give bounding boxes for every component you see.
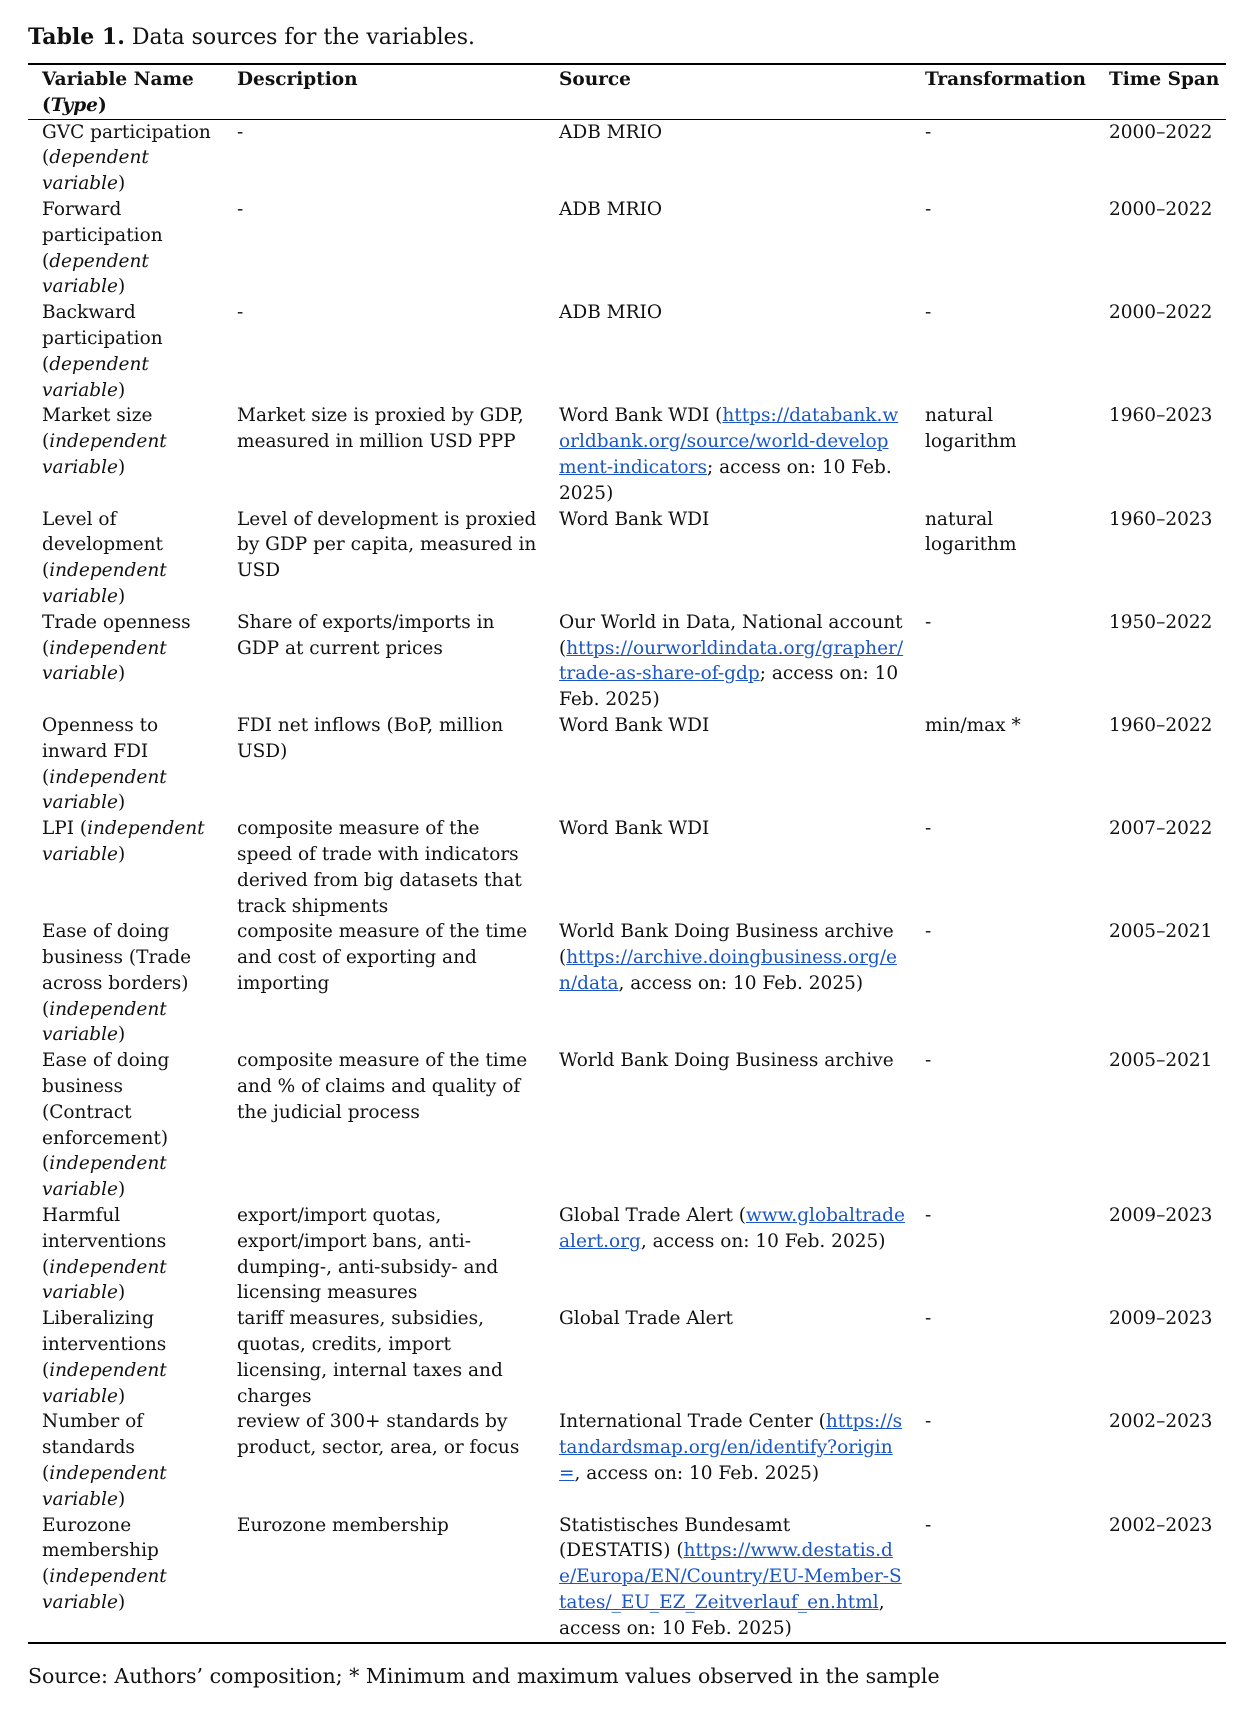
caption-label: Table 1.	[28, 24, 125, 50]
cell-transformation: -	[925, 1514, 932, 1536]
cell-time-span: 1960–2023	[1109, 508, 1213, 530]
header-source: Source	[559, 69, 631, 90]
cell-time-span: 2002–2023	[1109, 1514, 1213, 1536]
table-body	[28, 119, 1226, 1643]
source-text: ADB MRIO	[559, 302, 663, 324]
source-text: World Bank Doing Business archive	[559, 1050, 894, 1072]
variable-name: Number of standards (	[42, 1411, 144, 1485]
variable-name: Eurozone membership (	[42, 1514, 159, 1588]
header-time-span: Time Span	[1109, 69, 1220, 90]
table-row	[28, 610, 1226, 713]
source-text: ADB MRIO	[559, 198, 663, 220]
variable-type-close: )	[117, 1385, 126, 1407]
cell-description: -	[237, 121, 244, 143]
cell-time-span: 2007–2022	[1109, 818, 1213, 840]
caption-text: Data sources for the variables.	[124, 25, 475, 50]
cell-source	[545, 816, 911, 919]
variable-type-close: )	[117, 1592, 126, 1614]
source-access-note: , access on: 10 Feb. 2025)	[559, 1592, 885, 1639]
cell-time-span: 2009–2023	[1109, 1205, 1213, 1227]
source-link[interactable]: https://www.destatis.de/Europa/EN/Country/EU-Member-States/_EU_EZ_Zeitverlauf_en.html	[559, 1540, 902, 1614]
table-row	[28, 507, 1226, 610]
source-access-note: , access on: 10 Feb. 2025)	[574, 1463, 820, 1485]
source-text: Statistisches Bundesamt (DESTATIS) (	[559, 1514, 791, 1562]
variable-type: dependent variable	[42, 147, 149, 195]
cell-time-span: 2000–2022	[1109, 302, 1213, 324]
cell-transformation: -	[925, 1411, 932, 1433]
cell-description: -	[237, 198, 244, 220]
variable-type: independent variable	[42, 431, 167, 478]
cell-source	[545, 300, 911, 403]
variable-name: Liberalizing interventions (	[42, 1308, 167, 1381]
header-description: Description	[237, 69, 358, 90]
variable-type: independent variable	[42, 1256, 167, 1304]
cell-transformation: -	[925, 198, 932, 220]
cell-transformation: natural logarithm	[925, 405, 1017, 453]
source-link[interactable]: https://standardsmap.org/en/identify?origin=	[559, 1411, 903, 1485]
cell-source	[545, 1306, 911, 1409]
cell-transformation: -	[925, 611, 932, 633]
source-text: Our World in Data, National account (	[559, 611, 903, 659]
source-access-note: , access on: 10 Feb. 2025)	[640, 1230, 886, 1252]
cell-transformation: -	[925, 818, 932, 840]
cell-transformation: -	[925, 1050, 932, 1072]
cell-variable-name	[28, 507, 223, 610]
cell-variable-name	[28, 713, 223, 816]
variable-name: Openness to inward FDI (	[42, 714, 159, 788]
cell-variable-name	[28, 1048, 223, 1203]
variable-type-close: )	[117, 1282, 126, 1304]
header-variable-name	[28, 64, 223, 119]
data-sources-table	[28, 63, 1226, 1644]
table-row	[28, 713, 1226, 816]
cell-source	[545, 919, 911, 1048]
cell-variable-name	[28, 919, 223, 1048]
cell-time-span: 1950–2022	[1109, 611, 1213, 633]
variable-name: Ease of doing business (Contract enforcement) (	[42, 1050, 170, 1175]
cell-variable-name	[28, 1513, 223, 1643]
cell-source	[545, 1513, 911, 1643]
variable-name: Trade openness (	[42, 611, 191, 659]
cell-description: FDI net inflows (BoP, million USD)	[237, 714, 504, 762]
table-row	[28, 1409, 1226, 1512]
source-access-note: , access on: 10 Feb. 2025)	[618, 972, 864, 994]
cell-time-span: 2005–2021	[1109, 921, 1213, 943]
cell-time-span: 1960–2022	[1109, 714, 1213, 736]
cell-source	[545, 713, 911, 816]
table-row	[28, 1203, 1226, 1306]
variable-type: independent variable	[42, 560, 167, 607]
cell-description: composite measure of the time and cost of exporting and importing	[237, 921, 528, 994]
variable-type-close: )	[117, 585, 126, 607]
table-row	[28, 1048, 1226, 1203]
variable-name: Backward participation (	[42, 302, 163, 375]
cell-time-span: 2000–2022	[1109, 121, 1213, 143]
cell-source	[545, 197, 911, 300]
table-footnote: Source: Authors’ composition; * Minimum and maximum values observed in the sample	[28, 1663, 940, 1688]
source-access-note: ; access on: 10 Feb. 2025)	[559, 456, 892, 504]
cell-description: Market size is proxied by GDP, measured in million USD PPP	[237, 405, 524, 453]
cell-source	[545, 1048, 911, 1203]
cell-source	[545, 610, 911, 713]
cell-source	[545, 507, 911, 610]
cell-source	[545, 119, 911, 197]
cell-time-span: 2005–2021	[1109, 1050, 1213, 1072]
header-variable-label: Variable Name	[42, 69, 194, 90]
header-type-open: (	[42, 94, 51, 116]
cell-transformation: -	[925, 121, 932, 143]
cell-description: Share of exports/imports in GDP at current prices	[237, 611, 495, 659]
variable-type: independent variable	[42, 766, 167, 814]
variable-type-close: )	[117, 379, 126, 401]
cell-description: export/import quotas, export/import bans, anti-dumping-, anti-subsidy- and licensing measures	[237, 1205, 499, 1304]
cell-time-span: 2002–2023	[1109, 1411, 1213, 1433]
cell-description: composite measure of the speed of trade with indicators derived from big datasets that track shipments	[237, 818, 522, 917]
source-text: Word Bank WDI	[559, 818, 710, 840]
source-text: International Trade Center (	[559, 1411, 826, 1433]
source-access-note: ; access on: 10 Feb. 2025)	[559, 663, 899, 711]
variable-type: independent variable	[42, 818, 205, 865]
table-row	[28, 197, 1226, 300]
table-row	[28, 1306, 1226, 1409]
cell-transformation: -	[925, 1205, 932, 1227]
source-text: Word Bank WDI (	[559, 405, 723, 427]
cell-variable-name	[28, 119, 223, 197]
variable-type: independent variable	[42, 1153, 167, 1201]
source-text: World Bank Doing Business archive (	[559, 921, 894, 969]
table-row	[28, 403, 1226, 506]
source-link[interactable]: https://databank.worldbank.org/source/world-development-indicators	[559, 405, 899, 478]
variable-type-close: )	[117, 276, 126, 298]
variable-type: dependent variable	[42, 353, 149, 401]
variable-name: LPI (	[42, 818, 88, 840]
source-text: Word Bank WDI	[559, 714, 710, 736]
variable-type-close: )	[117, 173, 126, 195]
cell-variable-name	[28, 610, 223, 713]
variable-type: independent variable	[42, 1359, 167, 1407]
variable-type-close: )	[117, 843, 126, 865]
header-row	[28, 64, 1226, 119]
variable-name: Market size (	[42, 405, 153, 453]
variable-type: independent variable	[42, 998, 167, 1046]
variable-type: independent variable	[42, 637, 167, 685]
variable-type-close: )	[117, 1488, 126, 1510]
header-transformation: Transformation	[925, 69, 1086, 90]
table-row	[28, 300, 1226, 403]
variable-name: Harmful interventions (	[42, 1205, 167, 1278]
variable-name: Ease of doing business (Trade across borders) (	[42, 921, 192, 1020]
cell-time-span: 2000–2022	[1109, 198, 1213, 220]
table-row	[28, 816, 1226, 919]
cell-description: tariff measures, subsidies, quotas, credits, import licensing, internal taxes and charges	[237, 1308, 503, 1407]
table-row	[28, 119, 1226, 197]
cell-time-span: 2009–2023	[1109, 1308, 1213, 1330]
header-type-label: Type	[50, 94, 98, 116]
table-caption	[28, 22, 1248, 53]
source-text: Global Trade Alert (	[559, 1205, 746, 1227]
variable-type: dependent variable	[42, 250, 149, 298]
cell-transformation: min/max *	[925, 714, 1021, 736]
cell-description: Level of development is proxied by GDP per capita, measured in USD	[237, 508, 537, 582]
cell-source	[545, 403, 911, 506]
cell-description: review of 300+ standards by product, sector, area, or focus	[237, 1411, 520, 1459]
header-type-close: )	[97, 94, 107, 116]
variable-name: Level of development (	[42, 508, 163, 582]
cell-variable-name	[28, 816, 223, 919]
cell-description: -	[237, 302, 244, 324]
variable-type-close: )	[117, 792, 126, 814]
cell-source	[545, 1409, 911, 1512]
table-row	[28, 919, 1226, 1048]
variable-type-close: )	[117, 1179, 126, 1201]
source-link[interactable]: www.globaltradealert.org	[559, 1205, 905, 1252]
cell-transformation: natural logarithm	[925, 508, 1017, 556]
variable-type-close: )	[117, 1024, 126, 1046]
table-row	[28, 1513, 1226, 1643]
source-link[interactable]: https://archive.doingbusiness.org/en/data	[559, 947, 897, 994]
cell-time-span: 1960–2023	[1109, 405, 1213, 427]
cell-source	[545, 1203, 911, 1306]
cell-variable-name	[28, 197, 223, 300]
variable-type-close: )	[117, 663, 126, 685]
cell-variable-name	[28, 300, 223, 403]
cell-variable-name	[28, 1203, 223, 1306]
cell-transformation: -	[925, 1308, 932, 1330]
source-text: Global Trade Alert	[559, 1308, 733, 1330]
variable-type: independent variable	[42, 1566, 167, 1614]
source-text: Word Bank WDI	[559, 508, 710, 530]
table-header	[28, 64, 1226, 119]
source-text: ADB MRIO	[559, 121, 663, 143]
cell-variable-name	[28, 1409, 223, 1512]
cell-variable-name	[28, 1306, 223, 1409]
variable-type-close: )	[117, 456, 126, 478]
variable-type: independent variable	[42, 1463, 167, 1510]
cell-transformation: -	[925, 921, 932, 943]
variable-name: Forward participation (	[42, 198, 163, 272]
source-link[interactable]: https://ourworldindata.org/grapher/trade-as-share-of-gdp	[559, 637, 904, 685]
cell-transformation: -	[925, 302, 932, 324]
cell-description: Eurozone membership	[237, 1514, 449, 1536]
cell-description: composite measure of the time and % of claims and quality of the judicial process	[237, 1050, 528, 1123]
cell-variable-name	[28, 403, 223, 506]
variable-name: GVC participation (	[42, 121, 211, 169]
